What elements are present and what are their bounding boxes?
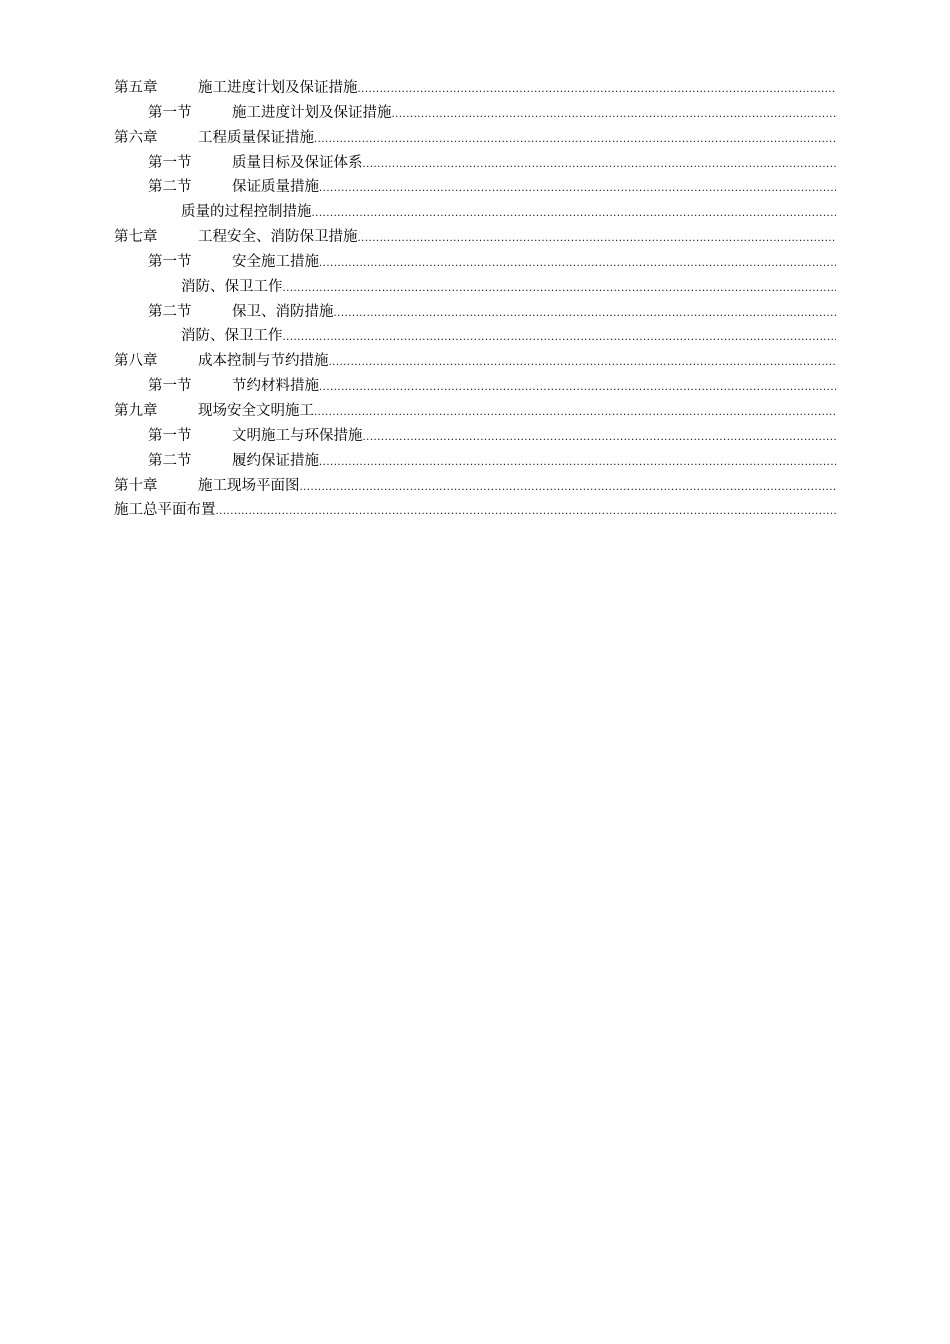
- toc-entry-chapter-9[interactable]: [114, 399, 836, 424]
- toc-entry-title: 成本控制与节约措施: [198, 353, 329, 370]
- toc-entry-section[interactable]: [114, 424, 836, 449]
- dot-leader: [329, 351, 837, 374]
- toc-entry-title: 现场安全文明施工: [198, 402, 314, 419]
- dot-leader: [312, 202, 837, 225]
- toc-entry-chapter-5[interactable]: [114, 76, 836, 101]
- toc-entry-title: 保卫、消防措施: [232, 303, 334, 320]
- toc-entry-title: 工程质量保证措施: [198, 129, 314, 146]
- toc-entry-title: 质量目标及保证体系: [232, 154, 363, 171]
- toc-entry-title: 履约保证措施: [232, 452, 319, 469]
- dot-leader: [319, 376, 836, 399]
- dot-leader: [300, 476, 837, 499]
- dot-leader: [334, 302, 837, 325]
- toc-entry-title: 质量的过程控制措施: [181, 204, 312, 221]
- toc-entry-section[interactable]: [114, 175, 836, 200]
- toc-entry-number: 第二节: [148, 179, 192, 196]
- toc-entry-number: 第二节: [148, 303, 192, 320]
- table-of-contents: [114, 76, 836, 523]
- toc-entry-title: 工程安全、消防保卫措施: [198, 229, 358, 246]
- toc-entry-number: 第一节: [148, 104, 192, 121]
- dot-leader: [319, 177, 836, 200]
- toc-entry-title: 施工现场平面图: [198, 477, 300, 494]
- toc-entry-number: 第九章: [114, 402, 158, 419]
- toc-entry-number: 第一节: [148, 253, 192, 270]
- dot-leader: [216, 500, 837, 523]
- toc-entry-section[interactable]: [114, 250, 836, 275]
- toc-entry-number: 第十章: [114, 477, 158, 494]
- toc-entry-title: 文明施工与环保措施: [232, 427, 363, 444]
- toc-entry-title: 安全施工措施: [232, 253, 319, 270]
- dot-leader: [392, 103, 837, 126]
- toc-entry-subsection[interactable]: [114, 324, 836, 349]
- toc-entry-chapter-8[interactable]: [114, 349, 836, 374]
- toc-entry-number: 第七章: [114, 229, 158, 246]
- toc-entry-section[interactable]: [114, 101, 836, 126]
- toc-entry-section[interactable]: [114, 374, 836, 399]
- toc-entry-subsection[interactable]: [114, 275, 836, 300]
- toc-entry-number: 第八章: [114, 353, 158, 370]
- toc-entry-title: 施工进度计划及保证措施: [198, 80, 358, 96]
- toc-entry-title: 施工总平面布置: [114, 502, 216, 519]
- dot-leader: [363, 426, 837, 449]
- toc-entry-general-layout[interactable]: [114, 498, 836, 523]
- toc-entry-subsection[interactable]: [114, 200, 836, 225]
- toc-entry-section[interactable]: [114, 151, 836, 176]
- toc-entry-title: 消防、保卫工作: [181, 278, 283, 295]
- toc-entry-chapter-6[interactable]: [114, 126, 836, 151]
- dot-leader: [283, 326, 837, 349]
- toc-entry-title: 保证质量措施: [232, 179, 319, 196]
- dot-leader: [314, 401, 836, 424]
- toc-entry-number: 第二节: [148, 452, 192, 469]
- dot-leader: [358, 78, 837, 101]
- toc-entry-section[interactable]: [114, 449, 836, 474]
- toc-entry-chapter-10[interactable]: [114, 474, 836, 499]
- toc-entry-title: 施工进度计划及保证措施: [232, 104, 392, 121]
- dot-leader: [283, 277, 837, 300]
- dot-leader: [319, 252, 836, 275]
- toc-entry-number: 第五章: [114, 80, 158, 96]
- toc-entry-title: 节约材料措施: [232, 378, 319, 395]
- toc-entry-number: 第一节: [148, 154, 192, 171]
- toc-entry-section[interactable]: [114, 300, 836, 325]
- dot-leader: [358, 227, 837, 250]
- toc-entry-number: 第一节: [148, 378, 192, 395]
- toc-entry-number: 第六章: [114, 129, 158, 146]
- dot-leader: [363, 153, 837, 176]
- toc-entry-number: 第一节: [148, 427, 192, 444]
- dot-leader: [319, 451, 836, 474]
- toc-entry-title: 消防、保卫工作: [181, 328, 283, 345]
- toc-entry-chapter-7[interactable]: [114, 225, 836, 250]
- dot-leader: [314, 128, 836, 151]
